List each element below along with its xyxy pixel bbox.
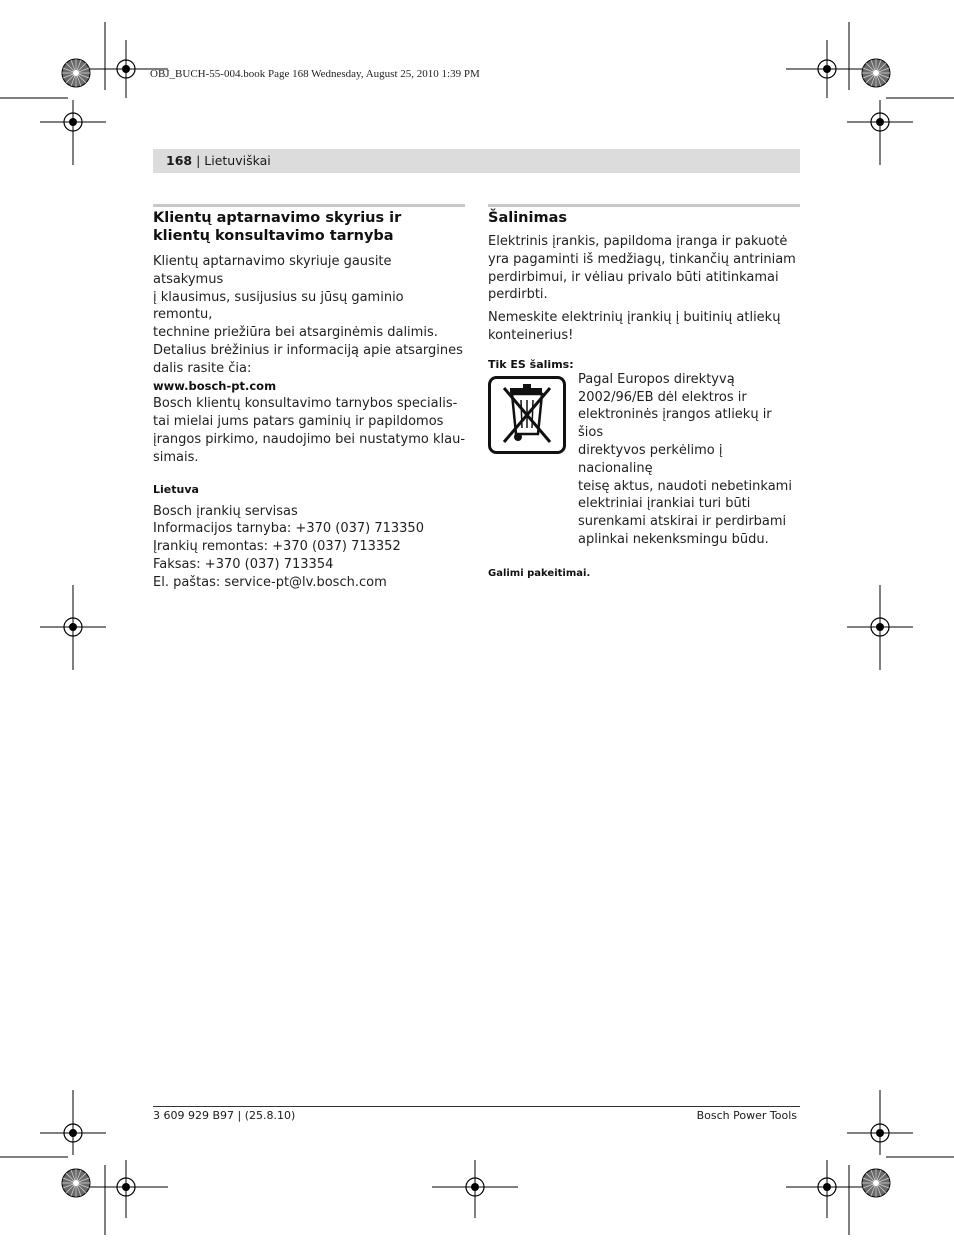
contact-email: El. paštas: service-pt@lv.bosch.com bbox=[153, 574, 387, 590]
text-line: elektriniai įrankiai turi būti bbox=[578, 496, 751, 512]
text-line: teisę aktus, naudoti nebetinkami bbox=[578, 478, 792, 494]
text-line: įrangos pirkimo, naudojimo bei nustatymo klau- bbox=[153, 431, 466, 447]
text-line: dalis rasite čia: bbox=[153, 360, 252, 376]
bosch-website-link[interactable]: www.bosch-pt.com bbox=[153, 378, 277, 393]
text-line: Bosch klientų konsultavimo tarnybos specialis- bbox=[153, 396, 458, 412]
page-number: 168 bbox=[166, 153, 193, 168]
contact-line: Bosch įrankių servisas bbox=[153, 503, 298, 519]
header-separator: | bbox=[192, 153, 205, 168]
text-line: surenkami atskirai ir perdirbami bbox=[578, 514, 787, 530]
footer-doc-number: 3 609 929 B97 | (25.8.10) bbox=[153, 1109, 296, 1122]
household-waste-warning bbox=[488, 309, 800, 345]
disposal-paragraph bbox=[488, 233, 800, 304]
text-line: elektroninės įrangos atliekų ir šios bbox=[578, 407, 772, 441]
changes-notice: Galimi pakeitimai. bbox=[488, 567, 591, 579]
page-header bbox=[166, 153, 271, 168]
text-line: 2002/96/EB dėl elektros ir bbox=[578, 389, 747, 405]
left-column bbox=[153, 209, 465, 592]
text-line: konteinerius! bbox=[488, 327, 574, 343]
contact-line: Įrankių remontas: +370 (037) 713352 bbox=[153, 539, 401, 555]
consultation-paragraph bbox=[153, 395, 465, 466]
section-heading-customer-service: Klientų aptarnavimo skyrius ir klientų konsultavimo tarnyba bbox=[153, 210, 402, 244]
country-heading: Lietuva bbox=[153, 482, 199, 496]
crossed-out-wheelie-bin-icon bbox=[488, 376, 566, 454]
section-heading-disposal: Šalinimas bbox=[488, 210, 567, 226]
text-line: Pagal Europos direktyvą bbox=[578, 371, 735, 387]
text-line: į klausimus, susijusius su jūsų gaminio remontu, bbox=[153, 289, 404, 323]
footer-brand: Bosch Power Tools bbox=[696, 1109, 797, 1122]
print-slug: OBJ_BUCH-55-004.book Page 168 Wednesday, August 25, 2010 1:39 PM bbox=[150, 68, 480, 80]
contact-block bbox=[153, 503, 465, 592]
text-line: technine priežiūra bei atsarginėmis dalimis. bbox=[153, 325, 438, 341]
text-line: direktyvos perkėlimo į nacionalinę bbox=[578, 442, 723, 476]
text-line: Nemeskite elektrinių įrankių į buitinių atliekų bbox=[488, 310, 781, 326]
eu-directive-text bbox=[578, 371, 800, 549]
contact-line: Informacijos tarnyba: +370 (037) 713350 bbox=[153, 521, 424, 537]
left-column-rule bbox=[153, 204, 465, 207]
text-line: Klientų aptarnavimo skyriuje gausite atsakymus bbox=[153, 254, 392, 287]
text-line: Detalius brėžinius ir informaciją apie atsargines bbox=[153, 342, 463, 358]
text-line: Elektrinis įrankis, papildoma įranga ir pakuotė bbox=[488, 234, 788, 249]
footer-rule bbox=[153, 1106, 800, 1107]
contact-line: Faksas: +370 (037) 713354 bbox=[153, 556, 334, 572]
header-language: Lietuviškai bbox=[204, 153, 271, 168]
eu-directive-block bbox=[488, 371, 800, 549]
text-line: simais. bbox=[153, 449, 199, 465]
text-line: yra pagaminti iš medžiagų, tinkančių antriniam bbox=[488, 251, 796, 267]
right-column-rule bbox=[488, 204, 800, 207]
customer-service-paragraph bbox=[153, 253, 465, 378]
right-column bbox=[488, 209, 800, 579]
eu-countries-heading: Tik ES šalims: bbox=[488, 357, 574, 371]
text-line: tai mielai jums patars gaminių ir papildomos bbox=[153, 414, 444, 430]
text-line: aplinkai nekenksmingu būdu. bbox=[578, 531, 769, 547]
text-line: perdirbti. bbox=[488, 287, 548, 303]
text-line: perdirbimui, ir vėliau privalo būti atitinkamai bbox=[488, 269, 779, 285]
